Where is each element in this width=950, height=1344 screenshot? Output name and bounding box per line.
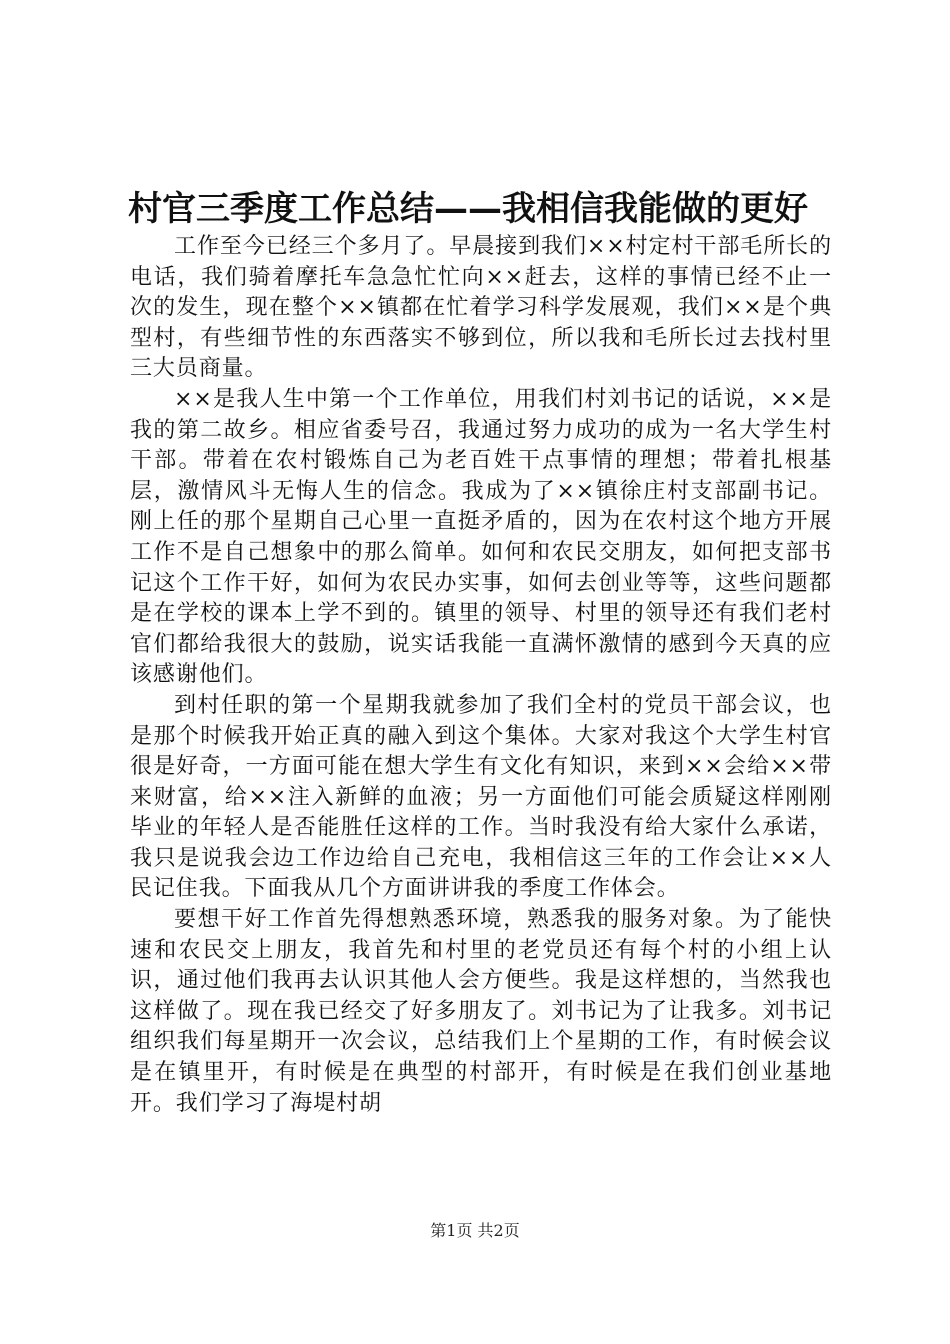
paragraph-4: 要想干好工作首先得想熟悉环境，熟悉我的服务对象。为了能快速和农民交上朋友，我首先和村里的老党员还有每个村的小组上认识，通过他们我再去认识其他人会方便些。我是这样想的，当然我也这样做了。现在我已经交了好多朋友了。刘书记为了让我多。刘书记组织我们每星期开一次会议，总结我们上个星期的工作，有时候会议是在镇里开，有时候是在典型的村部开，有时候是在我们创业基地开。我们学习了海堤村胡 (130, 907, 832, 1116)
paragraph-3: 到村任职的第一个星期我就参加了我们全村的党员干部会议，也是那个时候我开始正真的融入到这个集体。大家对我这个大学生村官很是好奇，一方面可能在想大学生有文化有知识，来到××会给××带来财富，给××注入新鲜的血液；另一方面他们可能会质疑这样刚刚毕业的年轻人是否能胜任这样的工作。当时我没有给大家什么承诺，我只是说我会边工作边给自己充电，我相信这三年的工作会让××人民记住我。下面我从几个方面讲讲我的季度工作体会。 (130, 692, 832, 902)
document-title: 村官三季度工作总结——我相信我能做的更好 (128, 189, 808, 229)
paragraph-2: ××是我人生中第一个工作单位，用我们村刘书记的话说，××是我的第二故乡。相应省委号召，我通过努力成功的成为一名大学生村干部。带着在农村锻炼自己为老百姓干点事情的理想；带着扎根基层，激情风斗无悔人生的信念。我成为了××镇徐庄村支部副书记。刚上任的那个星期自己心里一直挺矛盾的，因为在农村这个地方开展工作不是自己想象中的那么简单。如何和农民交朋友，如何把支部书记这个工作干好，如何为农民办实事，如何去创业等等，这些问题都是在学校的课本上学不到的。镇里的领导、村里的领导还有我们老村官们都给我很大的鼓励，说实话我能一直满怀激情的感到今天真的应该感谢他们。 (130, 386, 832, 688)
document-body (130, 232, 832, 1119)
page-number-footer: 第1页 共2页 (430, 1221, 520, 1240)
paragraph-1: 工作至今已经三个多月了。早晨接到我们××村定村干部毛所长的电话，我们骑着摩托车急急忙忙向××赶去，这样的事情已经不止一次的发生，现在整个××镇都在忙着学习科学发展观，我们××是个典型村，有些细节性的东西落实不够到位，所以我和毛所长过去找村里三大员商量。 (130, 234, 832, 382)
